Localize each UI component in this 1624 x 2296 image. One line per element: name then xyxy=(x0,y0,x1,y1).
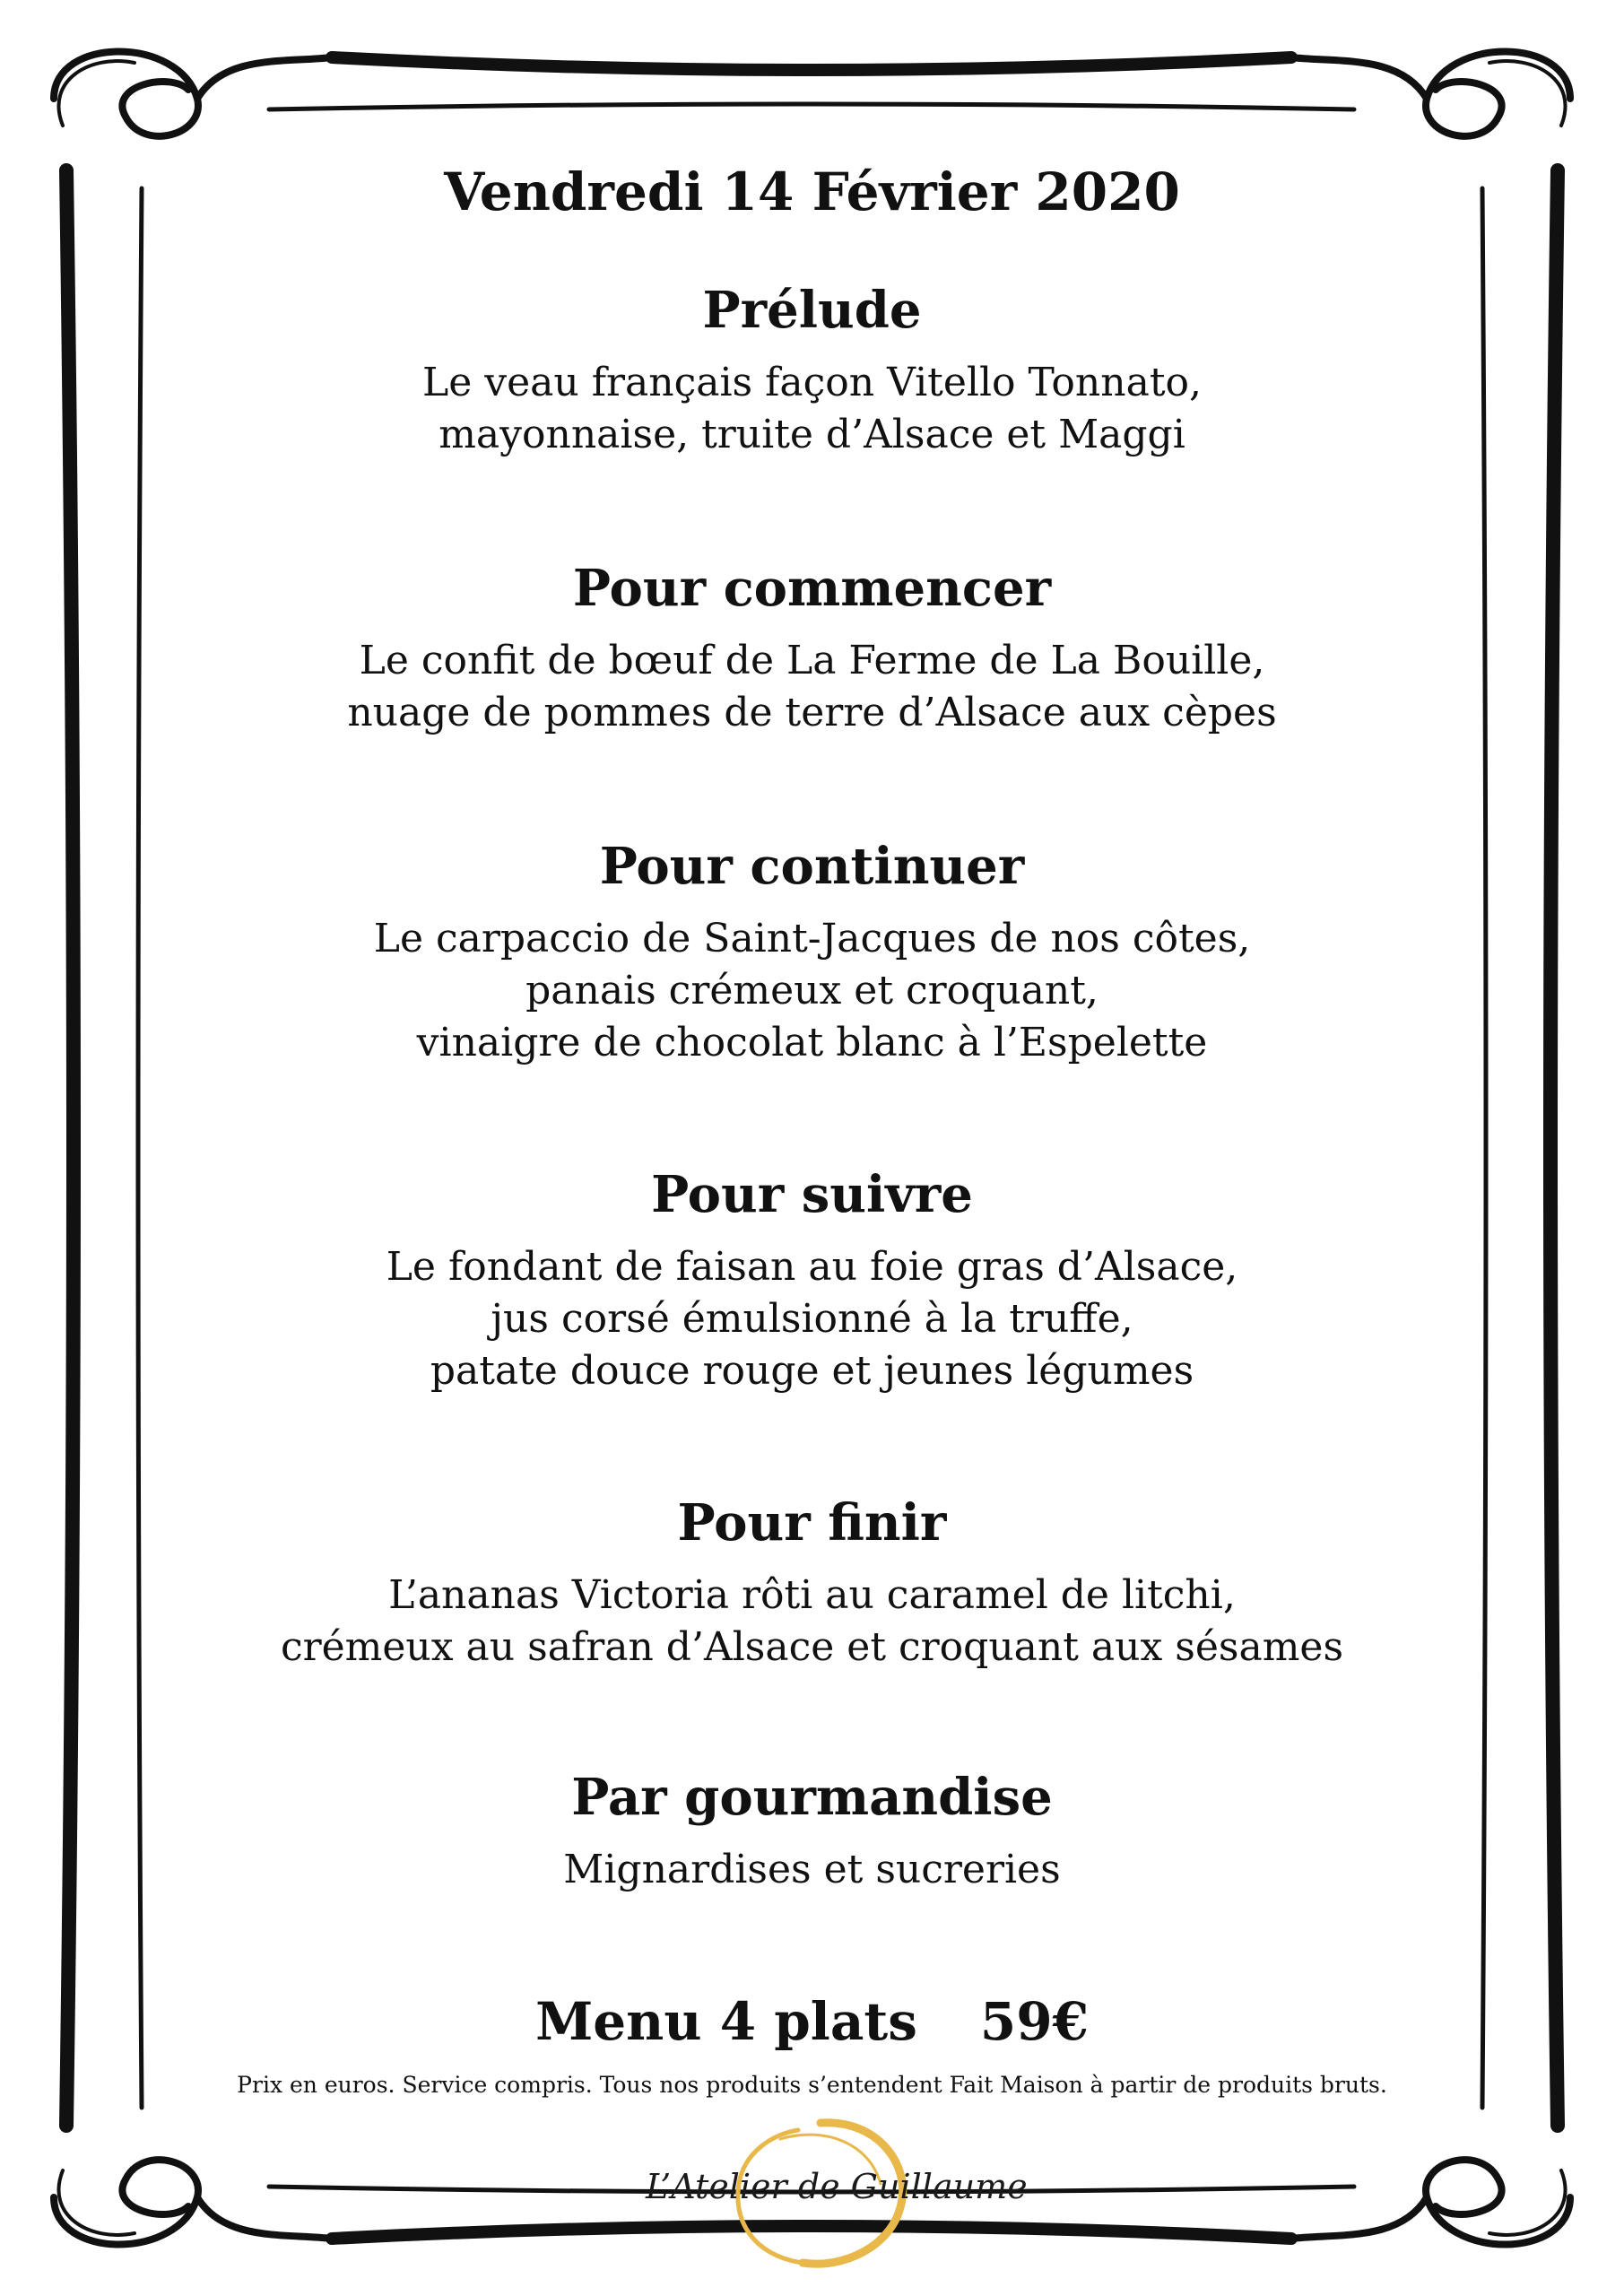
menu-price: 59€ xyxy=(979,1991,1089,2052)
dish-line: vinaigre de chocolat blanc à l’Espelette xyxy=(416,1020,1208,1065)
section-title: Par gourmandise xyxy=(571,1768,1053,1827)
dish-line: Le veau français façon Vitello Tonnato, xyxy=(422,360,1202,405)
menu-label: Menu 4 plats xyxy=(535,1991,917,2052)
dish-line: jus corsé émulsionné à la truffe, xyxy=(491,1296,1133,1342)
section-par-gourmandise xyxy=(0,1765,1624,1896)
section-pour-continuer xyxy=(0,834,1624,1069)
menu-price-row xyxy=(0,1989,1624,2054)
dish-line: Mignardises et sucreries xyxy=(563,1847,1061,1892)
dish-line: Le confit de bœuf de La Ferme de La Bouille, xyxy=(359,638,1265,683)
restaurant-logo xyxy=(646,2103,1028,2283)
menu-date: Vendredi 14 Février 2020 xyxy=(444,161,1180,222)
section-pour-suivre xyxy=(0,1162,1624,1397)
dish-line: Le carpaccio de Saint-Jacques de nos côtes, xyxy=(373,916,1251,961)
section-title: Pour finir xyxy=(677,1493,947,1552)
dish-line: crémeux au safran d’Alsace et croquant aux sésames xyxy=(280,1624,1344,1670)
dish-line: panais crémeux et croquant, xyxy=(525,968,1099,1013)
section-prelude xyxy=(0,278,1624,461)
dish-line: patate douce rouge et jeunes légumes xyxy=(430,1348,1194,1394)
section-title: Pour commencer xyxy=(572,559,1052,618)
section-title: Prélude xyxy=(702,281,922,340)
dish-line: mayonnaise, truite d’Alsace et Maggi xyxy=(439,412,1185,457)
section-pour-commencer xyxy=(0,556,1624,739)
dish-line: nuage de pommes de terre d’Alsace aux cèpes xyxy=(347,690,1277,735)
section-pour-finir xyxy=(0,1491,1624,1674)
section-title: Pour continuer xyxy=(599,837,1025,896)
logo-text: L’Atelier de Guillaume xyxy=(646,2167,1028,2206)
dish-line: Le fondant de faisan au foie gras d’Alsace, xyxy=(386,1244,1238,1290)
price-note: Prix en euros. Service compris. Tous nos produits s’entendent Fait Maison à partir de produits bruts. xyxy=(237,2072,1387,2098)
section-title: Pour suivre xyxy=(651,1165,973,1224)
dish-line: L’ananas Victoria rôti au caramel de litchi, xyxy=(388,1572,1236,1618)
